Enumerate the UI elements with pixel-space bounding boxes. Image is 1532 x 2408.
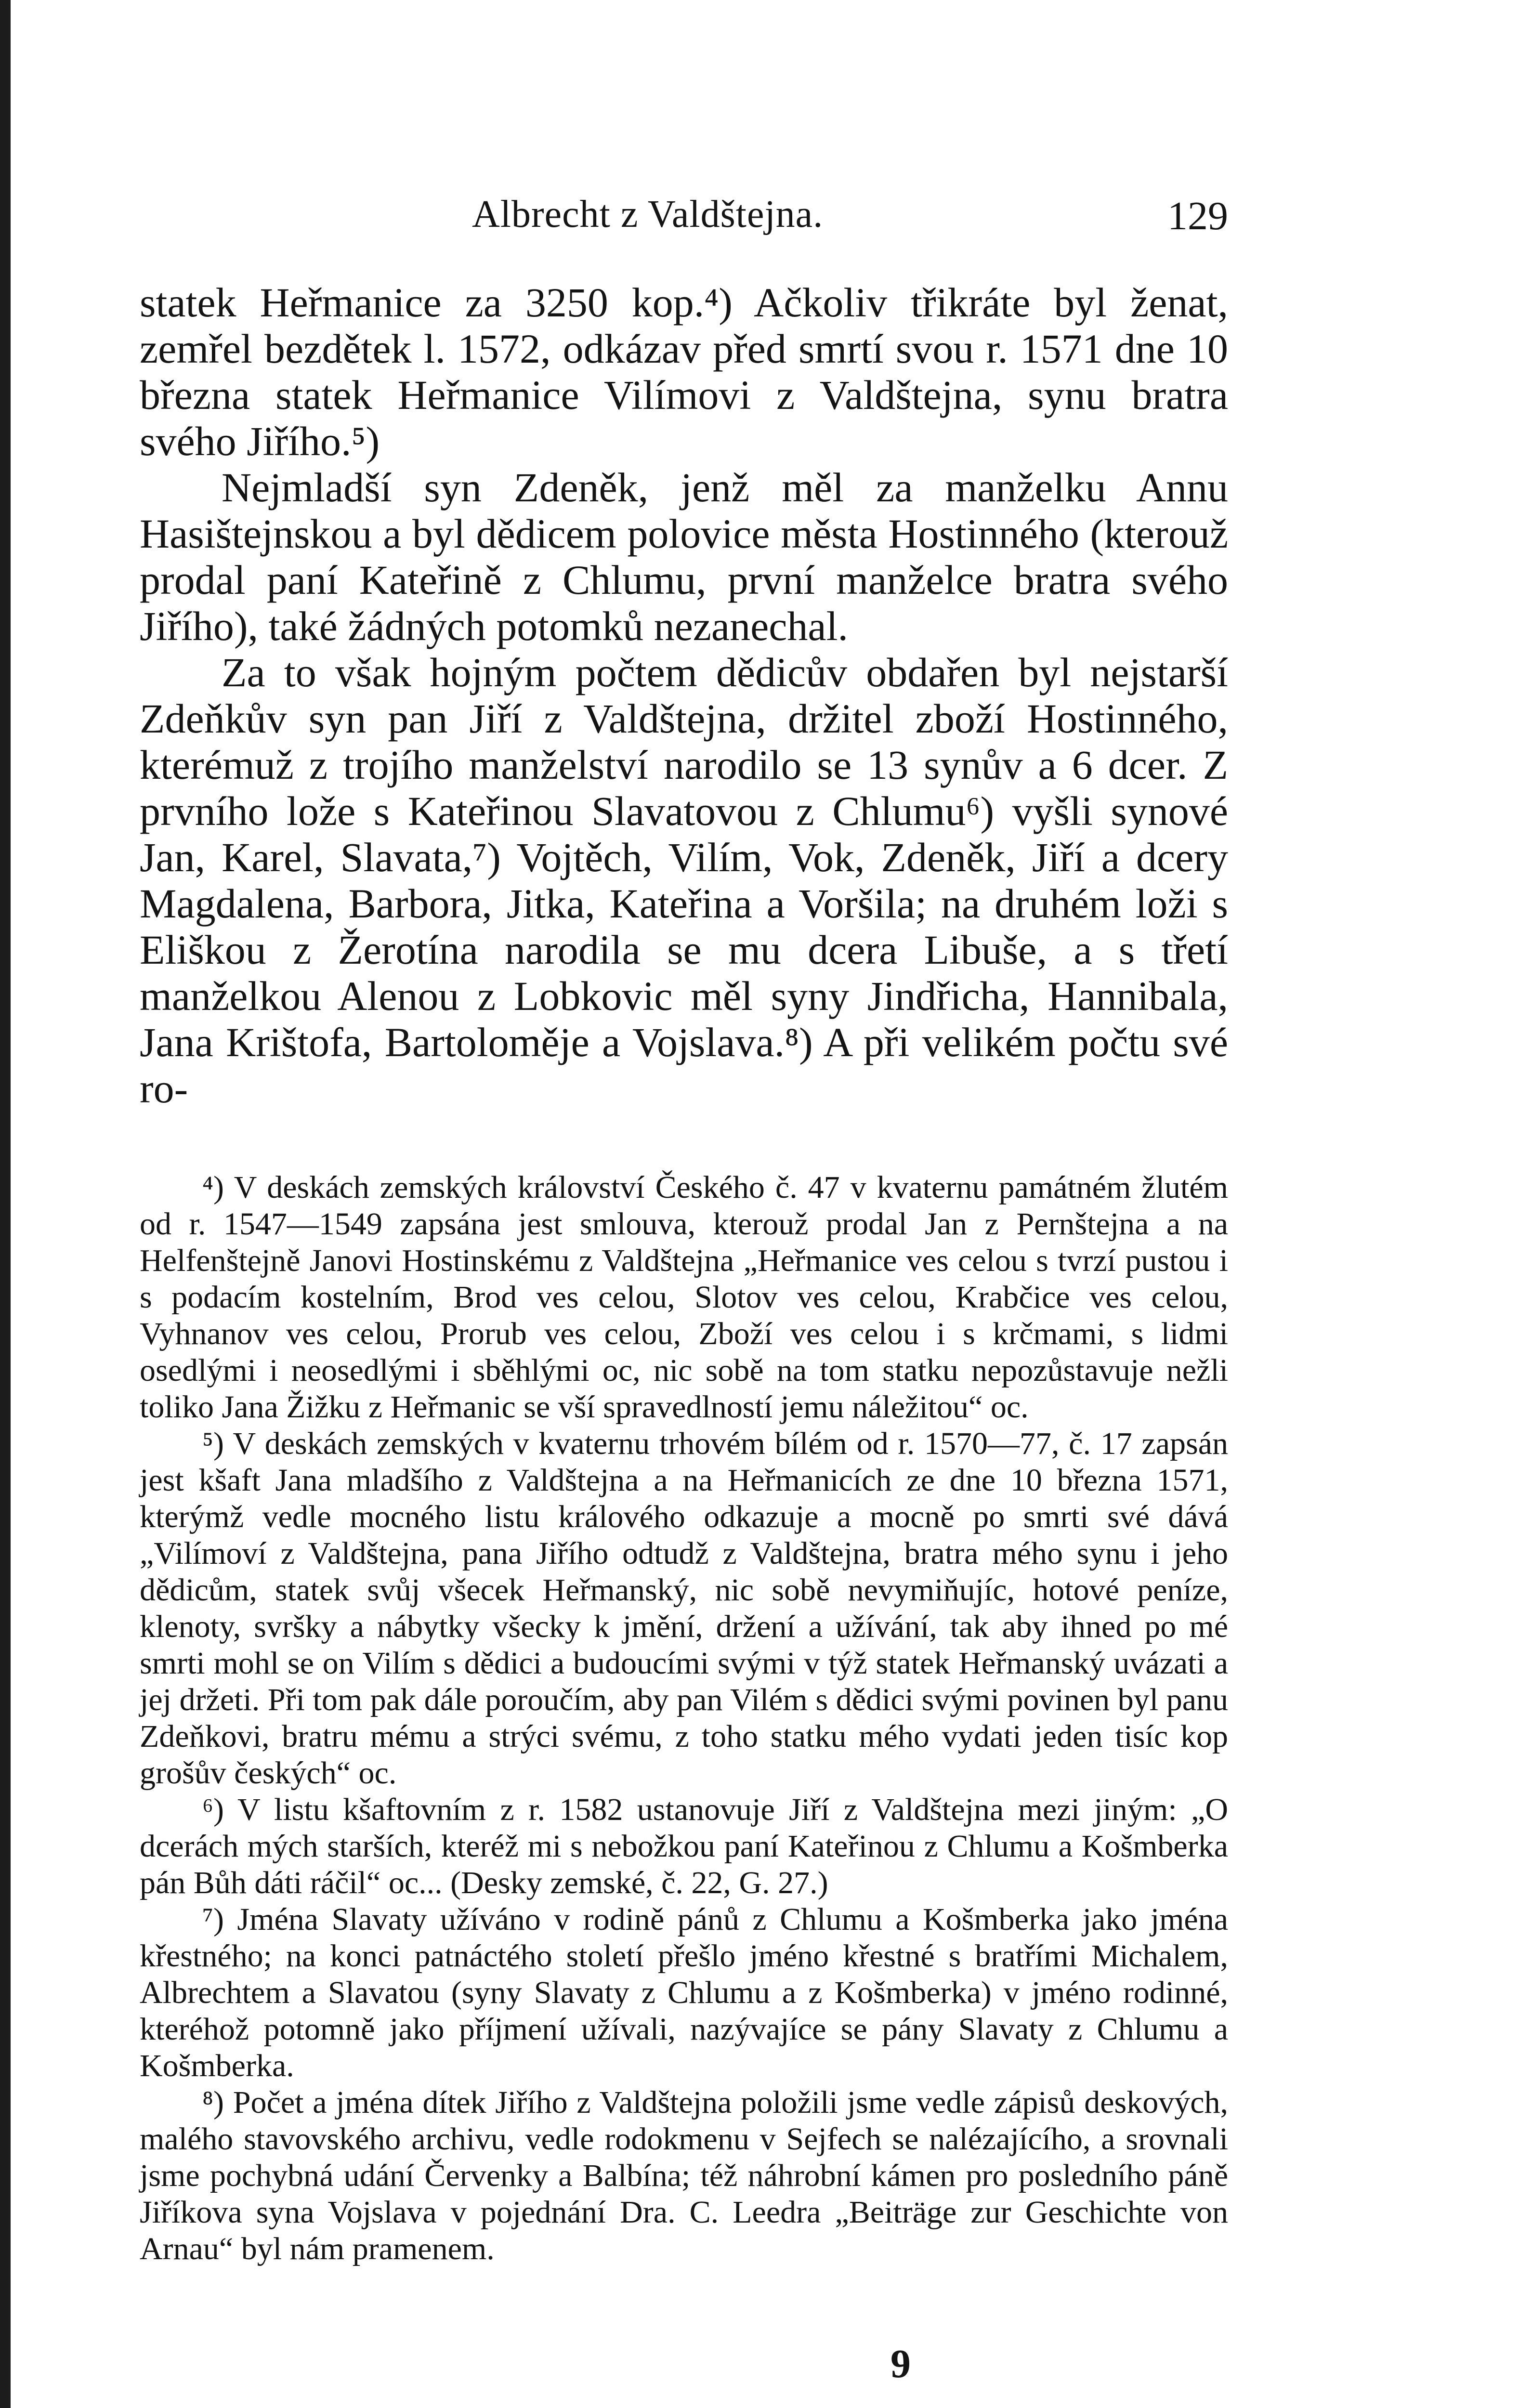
footnote-8: ⁸) Počet a jména dítek Jiřího z Valdštejna položili jsme vedle zápisů deskových, malého stavovského archivu, vedle rodokmenu v Sejfech se nalézajícího, a srovnali jsme pochybná udání Červenky a Balbína; též náhrobní kámen pro posledního páně Jiříkova syna Vojslava v pojednání Dra. C. Leedra „Beiträge zur Geschichte von Arnau“ byl nám pramenem.	[140, 2085, 1228, 2266]
paragraph-3: Za to však hojným počtem dědicův obdařen byl nejstarší Zdeňkův syn pan Jiří z Valdštejna, držitel zboží Hostinného, kterémuž z trojího manželství narodilo se 13 synův a 6 dcer. Z prvního lože s Kateřinou Slavatovou z Chlumu⁶) vyšli synové Jan, Karel, Slavata,⁷) Vojtěch, Vilím, Vok, Zdeněk, Jiří a dcery Magdalena, Barbora, Jitka, Kateřina a Voršila; na druhém loži s Eliškou z Žerotína narodila se mu dcera Libuše, a s třetí manželkou Alenou z Lobkovic měl syny Jindřicha, Hannibala, Jana Krištofa, Bartoloměje a Vojslava.⁸) A při velikém počtu své ro-	[140, 649, 1228, 1112]
page-header	[140, 183, 1228, 250]
book-page	[140, 183, 1228, 2267]
signature-mark: 9	[890, 2342, 911, 2386]
footnotes	[140, 1169, 1228, 2267]
footnote-7: ⁷) Jména Slavaty užíváno v rodině pánů z Chlumu a Košmberka jako jména křestného; na konci patnáctého století přešlo jméno křestné s bratřími Michalem, Albrechtem a Slavatou (syny Slavaty z Chlumu a z Košmberka) v jméno rodinné, kteréhož potomně jako příjmení užívali, nazývajíce se pány Slavaty z Chlumu a Košmberka.	[140, 1902, 1228, 2083]
main-text	[140, 279, 1228, 1112]
footnote-4: ⁴) V deskách zemských království Českého č. 47 v kvaternu památném žlutém od r. 1547—1549 zapsána jest smlouva, kterouž prodal Jan z Pernštejna a na Helfenštejně Janovi Hostinskému z Valdštejna „Heřmanice ves celou s tvrzí pustou i s podacím kostelním, Brod ves celou, Slotov ves celou, Krabčice ves celou, Vyhnanov ves celou, Prorub ves celou, Zboží ves celou i s krčmami, s lidmi osedlými i neosedlými i sběhlými oc, nic sobě na tom statku nepozůstavuje nežli toliko Jana Žižku z Heřmanic se vší spravedlností jemu náležitou“ oc.	[140, 1170, 1228, 1425]
running-title: Albrecht z Valdštejna.	[472, 193, 824, 236]
paragraph-2: Nejmladší syn Zdeněk, jenž měl za manželku Annu Hasištejnskou a byl dědicem polovice města Hostinného (kterouž prodal paní Kateřině z Chlumu, první manželce bratra svého Jiřího), také žádných potomků nezanechal.	[140, 464, 1228, 649]
page-number: 129	[1167, 194, 1228, 238]
paragraph-1: statek Heřmanice za 3250 kop.⁴) Ačkoliv třikráte byl ženat, zemřel bezdětek l. 1572, odkázav před smrtí svou r. 1571 dne 10 března statek Heřmanice Vilímovi z Valdštejna, synu bratra svého Jiřího.⁵)	[140, 279, 1228, 464]
footnote-5: ⁵) V deskách zemských v kvaternu trhovém bílém od r. 1570—77, č. 17 zapsán jest kšaft Jana mladšího z Valdštejna a na Heřmanicích ze dne 10 března 1571, kterýmž vedle mocného listu králového odkazuje a mocně po smrti své dává „Vilímoví z Valdštejna, pana Jiřího odtudž z Valdštejna, bratra mého synu i jeho dědicům, statek svůj všecek Heřmanský, nic sobě nevymiňujíc, hotové peníze, klenoty, svršky a nábytky všecky k jmění, držení a užívání, tak aby ihned po mé smrti mohl se on Vilím s dědici a budoucími svými v týž statek Heřmanský uvázati a jej držeti. Při tom pak dále poroučím, aby pan Vilém s dědici svými povinen byl panu Zdeňkovi, bratru mému a strýci svému, z toho statku mého vydati jeden tisíc kop grošův českých“ oc.	[140, 1426, 1228, 1791]
scan-edge	[0, 0, 11, 2408]
footnote-6: ⁶) V listu kšaftovním z r. 1582 ustanovuje Jiří z Valdštejna mezi jiným: „O dcerách mých starších, kteréž mi s nebožkou paní Kateřinou z Chlumu a Košmberka pán Bůh dáti ráčil“ oc... (Desky zemské, č. 22, G. 27.)	[140, 1792, 1228, 1900]
